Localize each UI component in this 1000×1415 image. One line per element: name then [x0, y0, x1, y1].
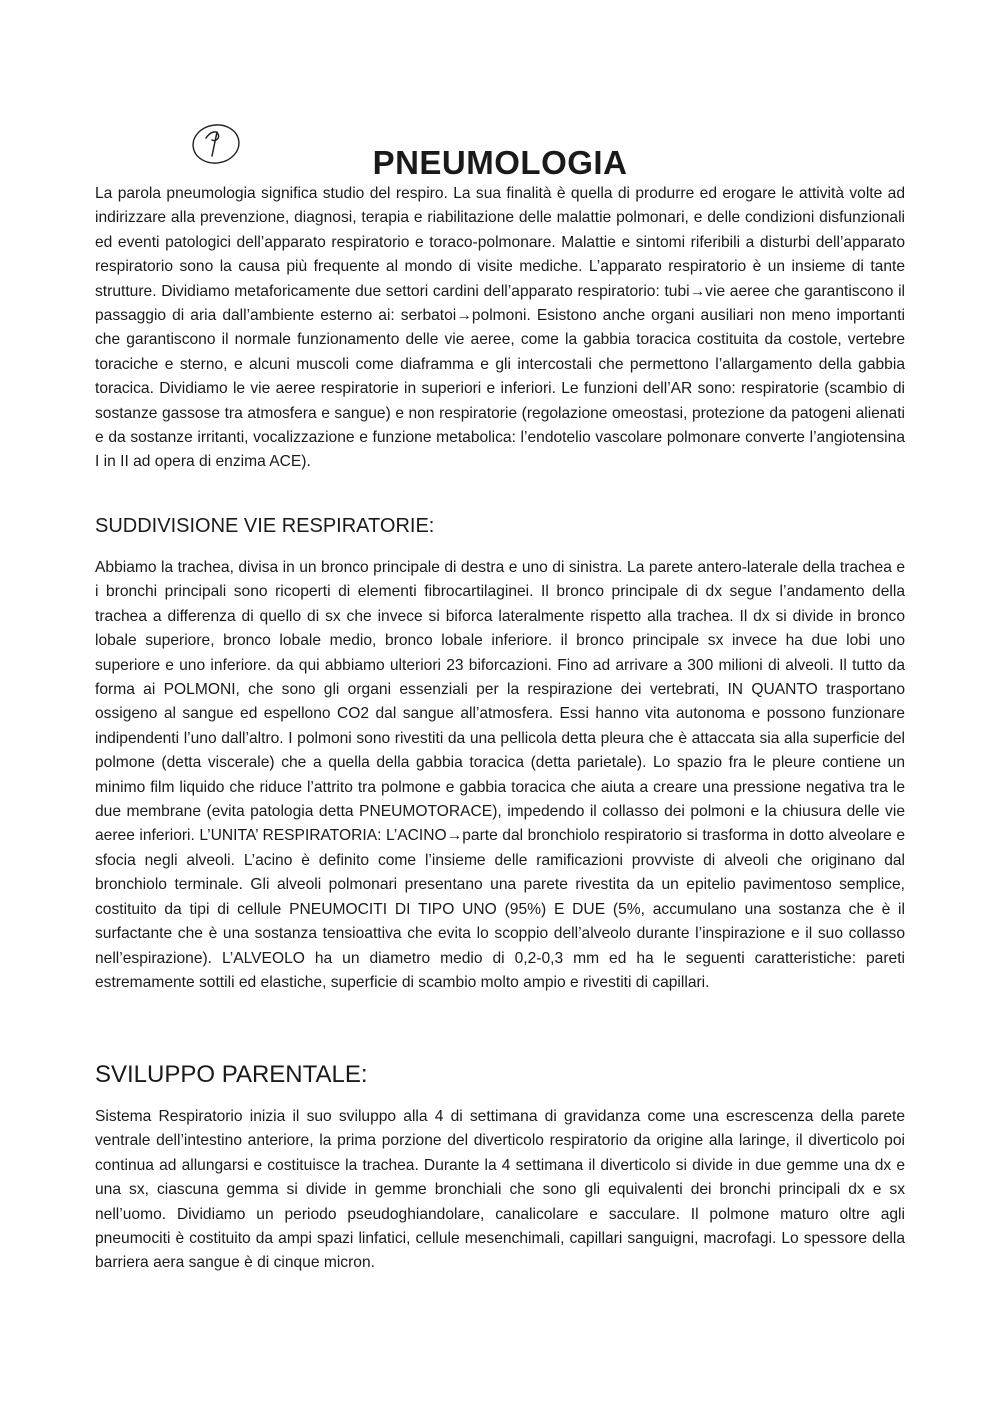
section-heading-suddivisione: SUDDIVISIONE VIE RESPIRATORIE:	[95, 515, 435, 537]
document-title	[0, 144, 1000, 182]
intro-paragraph: La parola pneumologia significa studio del respiro. La sua finalità è quella di produrre ed erogare le attività volte ad indirizzare alla prevenzione, diagnosi, terapia e riabilitazione delle malattie polmonari, e delle condizioni disfunzionali ed eventi patologici dell’apparato respiratorio e toraco-polmonare. Malattie e sintomi riferibili a disturbi dell’apparato respiratorio sono la causa più frequente al mondo di visite mediche. L’apparato respiratorio è un insieme di tante strutture. Dividiamo metaforicamente due settori cardini dell’apparato respiratorio: tubi→vie aeree che garantiscono il passaggio di aria dall’ambiente esterno ai: serbatoi→polmoni. Esistono anche organi ausiliari non meno importanti che garantiscono il normale funzionamento delle vie aeree, come la gabbia toracica costituita da costole, vertebre toraciche e sterno, e alcuni muscoli come diaframma e gli intercostali che permettono l’allargamento della gabbia toracica. Dividiamo le vie aeree respiratorie in superiori e inferiori. Le funzioni dell’AR sono: respiratorie (scambio di sostanze gassose tra atmosfera e sangue) e non respiratorie (regolazione omeostasi, protezione da patogeni alienati e da sostanze irritanti, vocalizzazione e funzione metabolica: l’endotelio vascolare polmonare converte l’angiotensina I in II ad opera di enzima ACE).	[95, 185, 905, 471]
sviluppo-paragraph: Sistema Respiratorio inizia il suo sviluppo alla 4 di settimana di gravidanza come una escrescenza della parete ventrale dell’intestino anteriore, la prima porzione del diverticolo respiratorio da origine alla laringe, il diverticolo poi continua ad allungarsi e costituisce la trachea. Durante la 4 settimana il diverticolo si divide in due gemme una dx e una sx, ciascuna gemma si divide in gemme bronchiali che sono gli equivalenti dei bronchi principali dx e sx nell’uomo. Dividiamo un periodo pseudoghiandolare, canalicolare e sacculare. Il polmone maturo oltre agli pneumociti è costituito da ampi spazi linfatici, cellule mesenchimali, capillari sanguigni, macrofagi. Lo spessore della barriera aera sangue è di cinque micron.	[95, 1108, 905, 1272]
document-title-text: PNEUMOLOGIA	[372, 144, 628, 182]
suddivisione-paragraph: Abbiamo la trachea, divisa in un bronco principale di destra e uno di sinistra. La parete antero-laterale della trachea e i bronchi principali sono ricoperti di elementi fibrocartilaginei. Il bronco principale di dx segue l’andamento della trachea a differenza di quello di sx che invece si biforca lateralmente rispetto alla trachea. Il dx si divide in bronco lobale superiore, bronco lobale medio, bronco lobale inferiore. il bronco principale sx invece ha due lobi uno superiore e uno inferiore. da qui abbiamo ulteriori 23 biforcazioni. Fino ad arrivare a 300 milioni di alveoli. Il tutto da forma ai POLMONI, che sono gli organi essenziali per la respirazione dei vertebrati, IN QUANTO trasportano ossigeno al sangue ed espellono CO2 dal sangue all’atmosfera. Essi hanno vita autonoma e possono funzionare indipendenti l’uno dall’altro. I polmoni sono rivestiti da una pellicola detta pleura che è attaccata sia alla superficie del polmone (detta viscerale) che a quella della gabbia toracica (detta parietale). Lo spazio fra le pleure contiene un minimo film liquido che riduce l’attrito tra polmone e gabbia toracica che aiuta a creare una pressione negativa tra le due membrane (evita patologia detta PNEUMOTORACE), impedendo il collasso dei polmoni e la chiusura delle vie aeree inferiori. L’UNITA’ RESPIRATORIA: L’ACINO→parte dal bronchiolo respiratorio si trasforma in dotto alveolare e sfocia negli alveoli. L’acino è definito come l’insieme delle ramificazioni provviste di alveoli che originano dal bronchiolo terminale. Gli alveoli polmonari presentano una parete rivestita da un epitelio pavimentoso semplice, costituito da tipi di cellule PNEUMOCITI DI TIPO UNO (95%) E DUE (5%, accumulano una sostanza che è il surfactante che è una sostanza tensioattiva che evita lo scoppio dell’alveolo durante l’inspirazione e il suo collasso nell’espirazione). L’ALVEOLO ha un diametro medio di 0,2-0,3 mm ed ha le seguenti caratteristiche: pareti estremamente sottili ed elastiche, superficie di scambio molto ampio e rivestiti di capillari.	[95, 559, 905, 991]
section-heading-sviluppo: SVILUPPO PARENTALE:	[95, 1061, 368, 1088]
